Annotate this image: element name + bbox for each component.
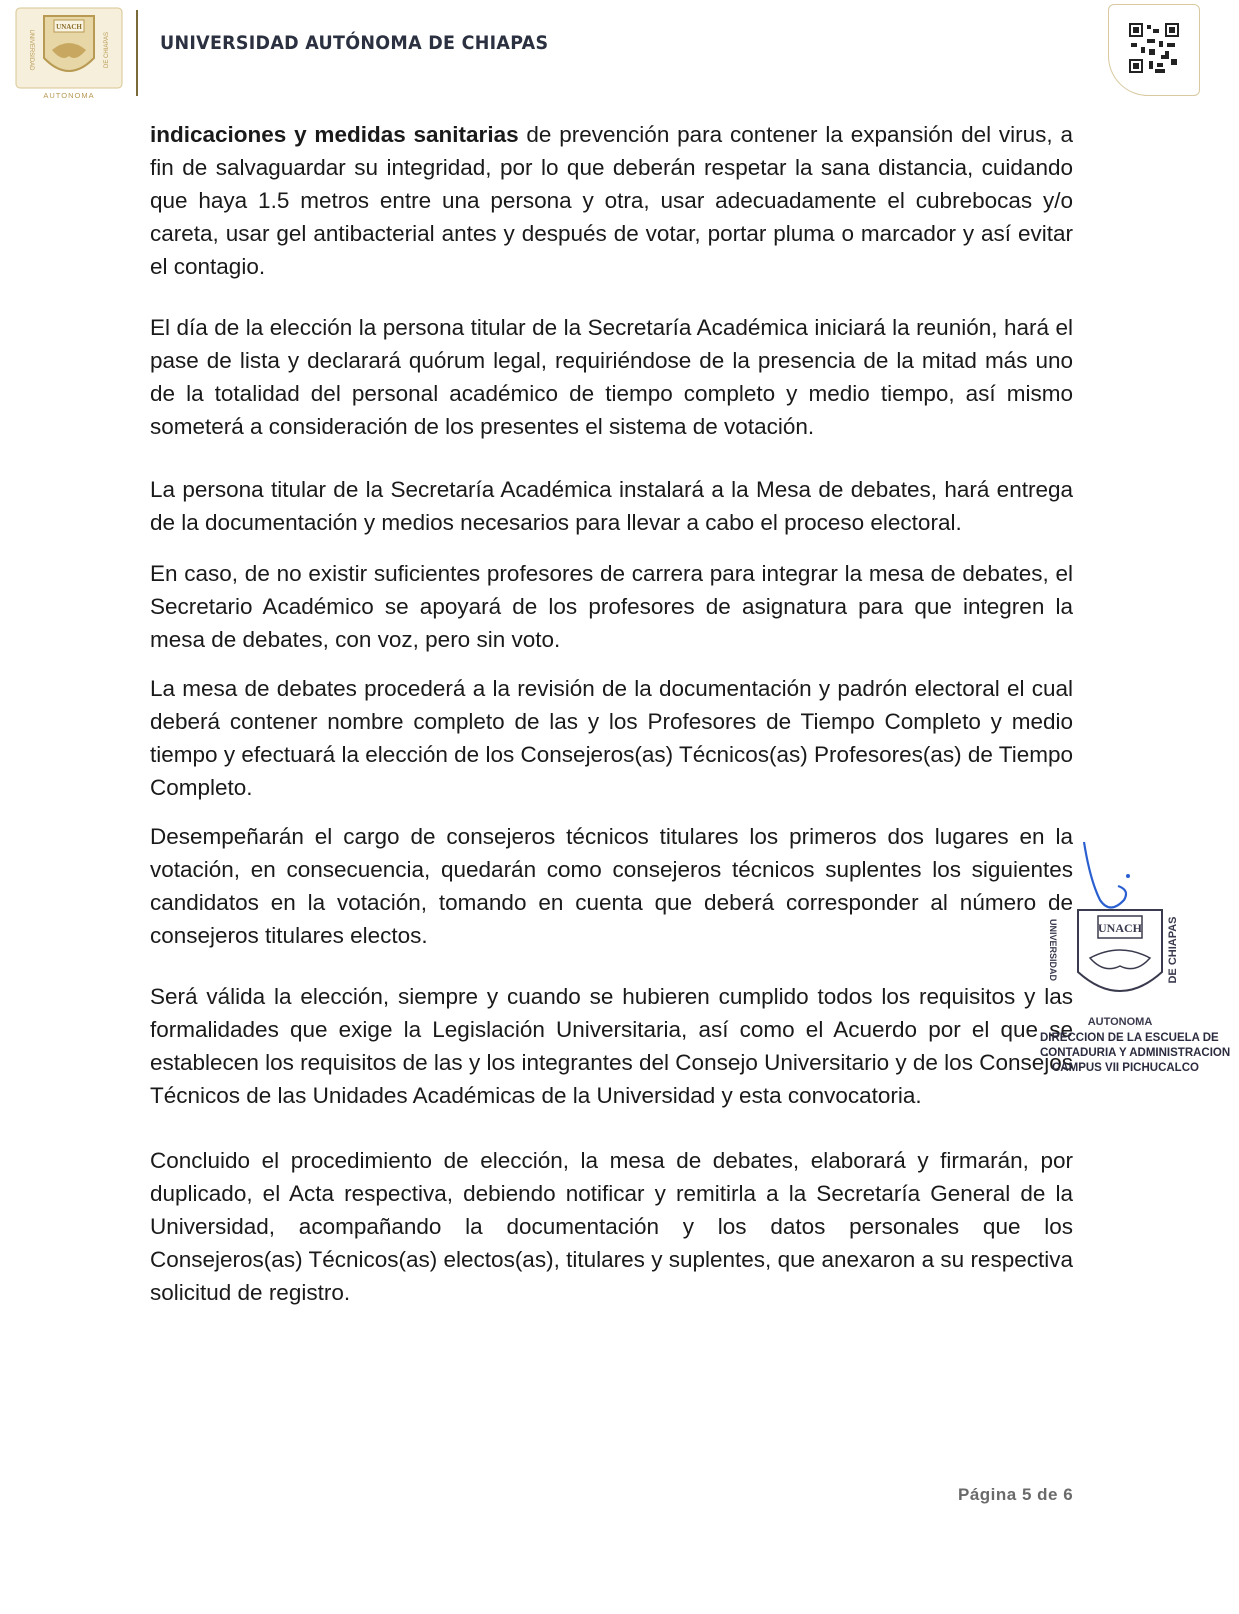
university-name: UNIVERSIDAD AUTÓNOMA DE CHIAPAS xyxy=(160,32,549,54)
university-logo-icon xyxy=(14,6,124,102)
stamp-seal-text: UNACH xyxy=(1098,921,1142,935)
paragraph-text: de prevención para contener la expansión del virus, a fin de salvaguardar su integridad, por lo que deberán respetar la sana distancia, cuidando que haya 1.5 metros entre una persona y otra, usar adecuadamente el cubrebocas y/o careta, usar gel antibacterial antes y después de votar, portar pluma o marcador y así evitar el contagio. xyxy=(150,122,1074,279)
logo-motto: AUTONOMA xyxy=(43,91,95,100)
stamp-line-1: DIRECCION DE LA ESCUELA DE xyxy=(1040,1032,1219,1044)
logo-text: UNACH xyxy=(56,23,82,31)
qr-frame xyxy=(1108,4,1200,96)
document-body xyxy=(150,118,1073,1309)
paragraph-election-conclusion: Concluido el procedimiento de elección, la mesa de debates, elaborará y firmarán, por duplicado, el Acta respectiva, debiendo notificar y remitirla a la Secretaría General de la Universidad, acompañando la documentación y los datos personales que los Consejeros(as) Técnicos(as) electos(as), titulares y suplentes, que anexaron a su respectiva solicitud de registro. xyxy=(150,1148,1073,1305)
page-header xyxy=(0,0,1239,110)
bold-lead: indicaciones y medidas sanitarias xyxy=(150,122,519,147)
paragraph-councilors-positions: Desempeñarán el cargo de consejeros técnicos titulares los primeros dos lugares en la votación, en consecuencia, quedarán como consejeros técnicos suplentes los siguientes candidatos en la votación, tomando en cuenta que deberá corresponder al número de consejeros titulares electos. xyxy=(150,824,1073,948)
page-number: Página 5 de 6 xyxy=(958,1485,1074,1504)
logo-side-right: DE CHIAPAS xyxy=(104,32,110,68)
header-divider xyxy=(136,10,138,96)
paragraph-sanitary-measures xyxy=(150,118,1073,283)
logo-side-left: UNIVERSIDAD xyxy=(28,29,34,71)
stamp-line-2: CONTADURIA Y ADMINISTRACION xyxy=(1040,1047,1231,1059)
paragraph-debate-table-setup: La persona titular de la Secretaría Académica instalará a la Mesa de debates, hará entrega de la documentación y medios necesarios para llevar a cabo el proceso electoral. xyxy=(150,477,1073,535)
paragraph-election-validity: Será válida la elección, siempre y cuando se hubieren cumplido todos los requisitos y las formalidades que exige la Legislación Universitaria, así como el Acuerdo por el que se establecen los requisitos de las y los integrantes del Consejo Universitario y de los Consejos Técnicos de las Unidades Académicas de la Universidad y esta convocatoria. xyxy=(150,984,1073,1108)
paragraph-insufficient-professors: En caso, de no existir suficientes profesores de carrera para integrar la mesa de debates, el Secretario Académico se apoyará de los profesores de asignatura para que integren la mesa de debates, con voz, pero sin voto. xyxy=(150,561,1073,652)
stamp-side-right: DE CHIAPAS xyxy=(1167,916,1179,984)
stamp-motto: AUTONOMA xyxy=(1087,1016,1153,1028)
signature-icon xyxy=(1084,842,1126,908)
qr-code-icon[interactable] xyxy=(1129,23,1179,73)
stamp-side-left: UNIVERSIDAD xyxy=(1048,918,1058,982)
paragraph-election-day: El día de la elección la persona titular de la Secretaría Académica iniciará la reunión, hará el pase de lista y declarará quórum legal, requiriéndose de la presencia de la mitad más uno de la totalidad del personal académico de tiempo completo y medio tiempo, así mismo someterá a consideración de los presentes el sistema de votación. xyxy=(150,315,1073,439)
stamp-line-3: CAMPUS VII PICHUCALCO xyxy=(1052,1062,1199,1074)
paragraph-review-documentation: La mesa de debates procederá a la revisión de la documentación y padrón electoral el cual deberá contener nombre completo de las y los Profesores de Tiempo Completo y medio tiempo y efectuará la elección de los Consejeros(as) Técnicos(as) Profesores(as) de Tiempo Completo. xyxy=(150,676,1073,800)
official-stamp-icon xyxy=(1040,840,1239,1130)
